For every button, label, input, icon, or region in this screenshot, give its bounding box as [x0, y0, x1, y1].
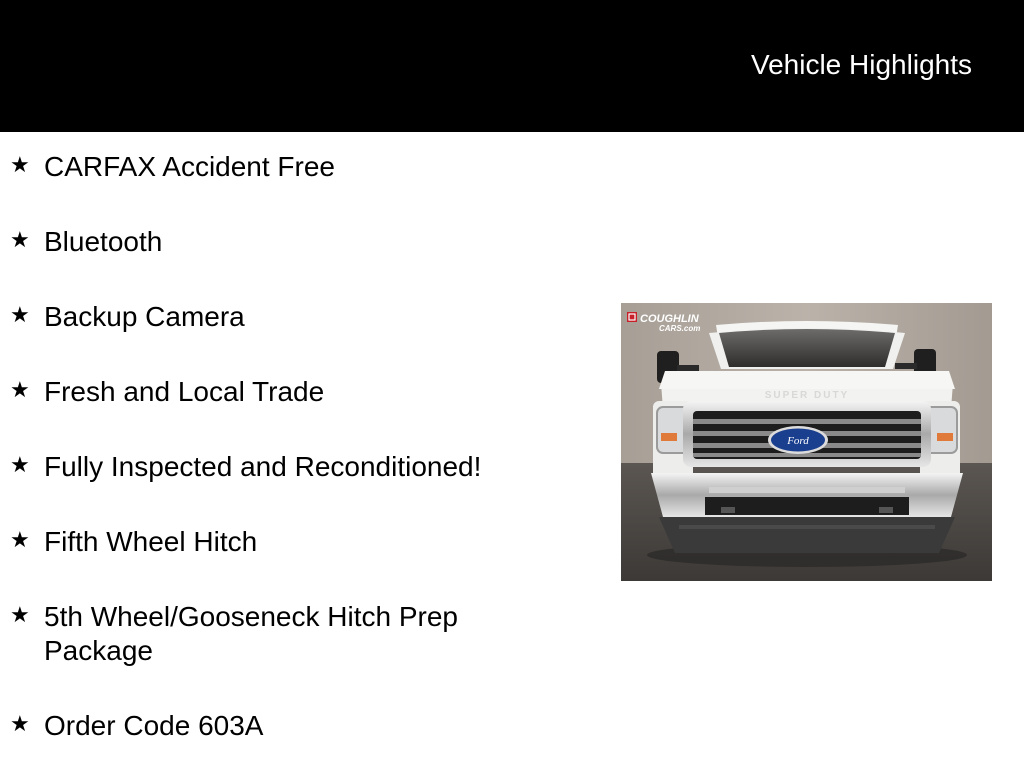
star-icon: ★	[10, 377, 30, 402]
highlight-item	[0, 525, 560, 559]
dealer-logo-line1: COUGHLIN	[640, 313, 699, 325]
page-header	[0, 0, 1024, 132]
star-icon: ★	[10, 227, 30, 252]
star-icon: ★	[10, 602, 30, 627]
star-icon: ★	[10, 152, 30, 177]
dealer-logo-line2: CARS.com	[659, 324, 701, 333]
highlight-item	[0, 450, 560, 484]
star-icon: ★	[10, 302, 30, 327]
star-icon: ★	[10, 452, 30, 477]
ford-badge-text: Ford	[787, 435, 809, 447]
truck-illustration	[621, 303, 992, 581]
page-title: Vehicle Highlights	[750, 49, 972, 80]
highlight-item	[0, 225, 560, 259]
hood-lettering: SUPER DUTY	[764, 390, 850, 401]
highlight-text: Backup Camera	[44, 301, 245, 332]
highlight-item	[0, 150, 560, 184]
star-icon: ★	[10, 527, 30, 552]
highlight-item	[0, 709, 560, 743]
highlight-text: Order Code 603A	[44, 710, 264, 741]
highlight-text: Fifth Wheel Hitch	[44, 526, 258, 557]
star-icon: ★	[10, 711, 30, 736]
highlight-text: CARFAX Accident Free	[44, 151, 336, 182]
highlight-item	[0, 600, 560, 668]
highlight-text: Bluetooth	[44, 226, 163, 257]
vehicle-photo	[621, 303, 992, 581]
highlights-list	[0, 150, 560, 784]
highlight-item	[0, 300, 560, 334]
highlight-text: Fully Inspected and Reconditioned!	[44, 451, 482, 482]
highlight-text: 5th Wheel/Gooseneck Hitch Prep Package	[44, 601, 458, 666]
highlight-text: Fresh and Local Trade	[44, 376, 325, 407]
highlight-item	[0, 375, 560, 409]
